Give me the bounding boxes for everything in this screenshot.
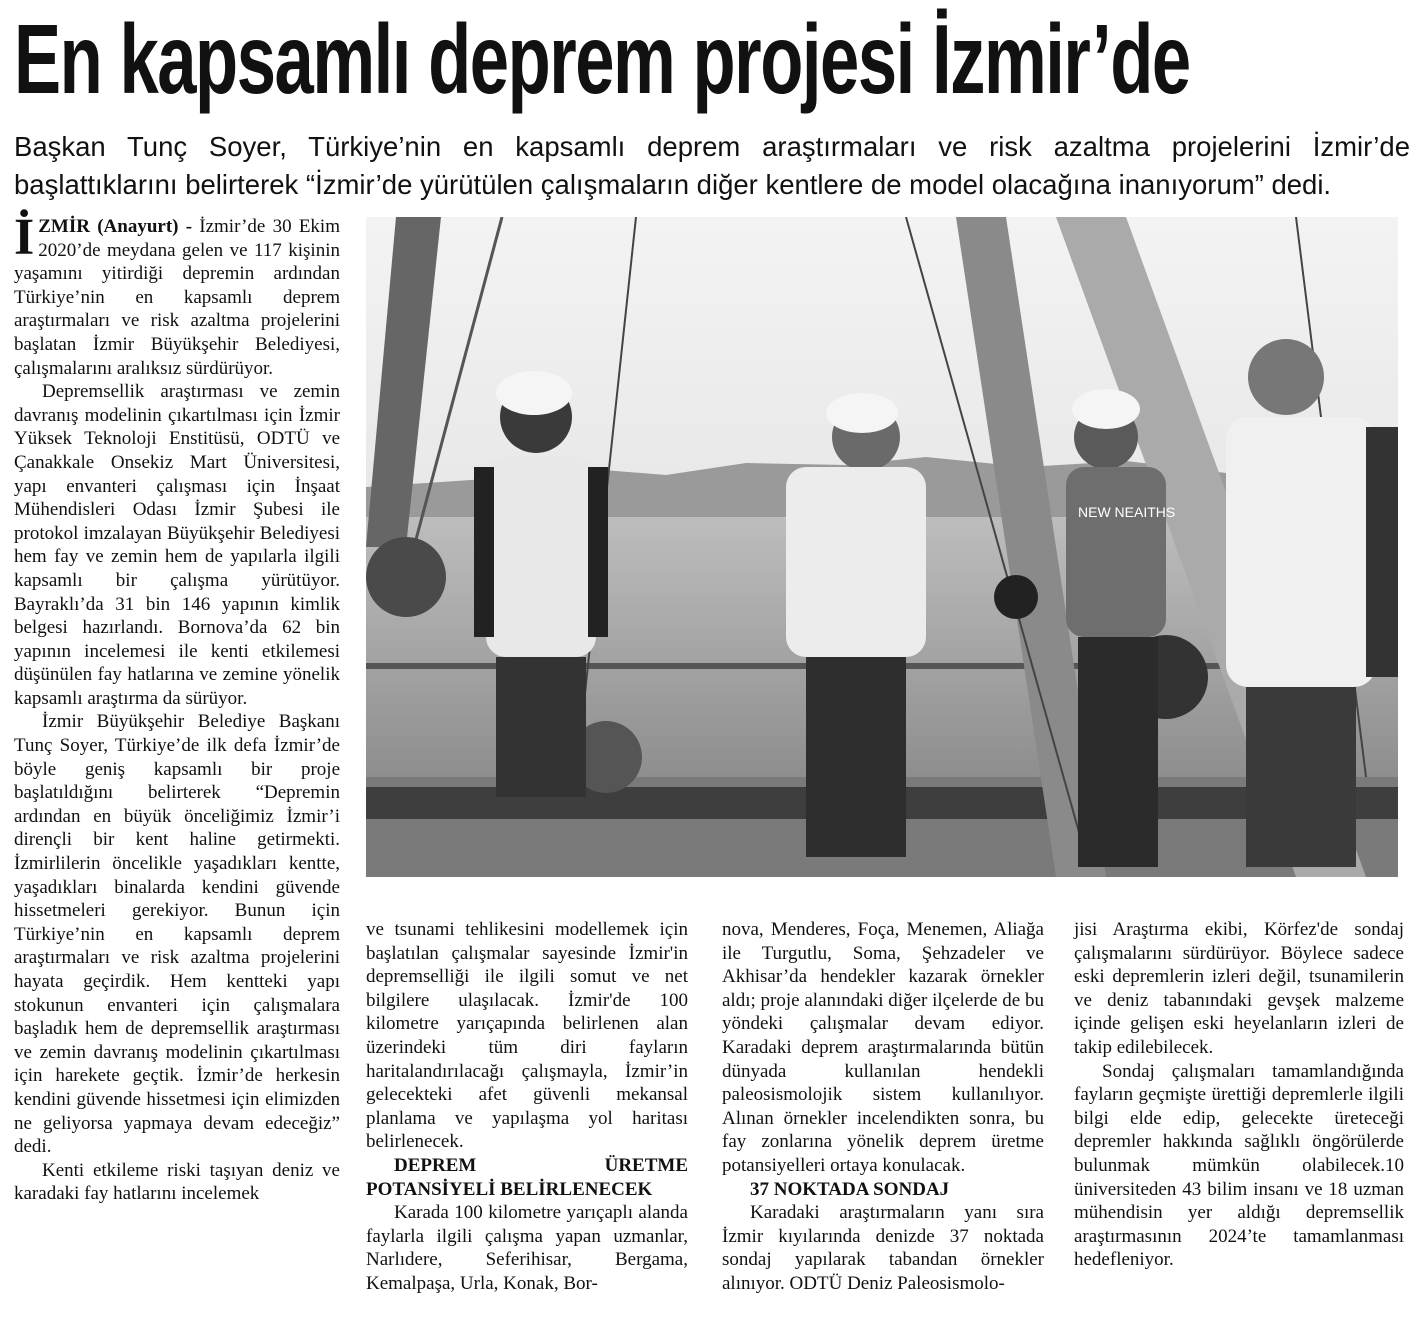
column-2 [366, 918, 688, 1296]
column-4 [1074, 918, 1404, 1272]
headline: En kapsamlı deprem projesi İzmir’de [14, 4, 1190, 114]
paragraph: jisi Araştırma ekibi, Körfez'de sondaj çalışmalarını sürdürüyor. Böylece sadece eski depremlerin izleri değil, tsunamilerin ve deniz tabanındaki gevşek malzeme içinde gelişen eski heyelanların izleri de takip edilebilecek. [1074, 919, 1404, 1058]
paragraph: Karadaki araştırmaların yanı sıra İzmir kıyılarında denizde 37 noktada sondaj yapılarak tabandan örnekler alınıyor. ODTÜ Deniz Paleosismolo- [722, 1202, 1044, 1294]
news-photo [366, 217, 1398, 877]
paragraph: İzmir Büyükşehir Belediye Başkanı Tunç Soyer, Türkiye’de ilk defa İzmir’de böyle geniş kapsamlı bir proje başlatıldığını belirterek “Depremin ardından en büyük önceliğimiz İzmir’i dirençli bir kent haline getirmekti. İzmirlilerin öncelikle yaşadıkları kentte, yaşadıkları binalarda kendini güvende hissetmeleri gerekiyor. Bunun için Türkiye’nin en kapsamlı deprem araştırmaları ve risk azaltma projelerini hayata geçirdik. Hem kentteki yapı stokunun envanteri için çalışmalara başladık hem de depremsellik araştırması ve zemin davranış modelinin çıkartılması için harekete geçtik. İzmir’de herkesin kendini güvende hissetmesi için elimizden ne geliyorsa yapmaya devam edeceğiz” dedi. [14, 711, 340, 1158]
lead-paragraph [14, 209, 340, 380]
paragraph: Depremsellik araştırması ve zemin davranış modelinin çıkartılması için İzmir Yüksek Teknoloji Enstitüsü, ODTÜ ve Çanakkale Onsekiz Mart Üniversitesi, yapı envanteri çalışması için İnşaat Mühendisleri Odası İzmir Şubesi ile protokol imzalayan Büyükşehir Belediyesi hem fay ve zemin hem de yapılarla ilgili kapsamlı bir çalışma yürütüyor. Bayraklı’da 31 bin 146 yapının kimlik belgesi hazırlandı. Bornova’da 62 bin yapının incelemesi ile kenti etkilemesi düşünülen fay hatlarına ve zemine yönelik kapsamlı araştırma da sürüyor. [14, 381, 340, 709]
paragraph: Karada 100 kilometre yarıçaplı alanda faylarla ilgili çalışma yapan uzmanlar, Narlıdere, Seferihisar, Bergama, Kemalpaşa, Urla, Konak, Bor- [366, 1202, 688, 1294]
deck: Başkan Tunç Soyer, Türkiye’nin en kapsamlı deprem araştırmaları ve risk azaltma projelerini İzmir’de başlattıklarını belirterek “İzmir’de yürütülen çalışmaların diğer kentlere de model olacağına inanıyorum” dedi. [14, 131, 1410, 200]
pulley [994, 575, 1038, 619]
paragraph: Kenti etkileme riski taşıyan deniz ve karadaki fay hatlarını incelemek [14, 1159, 340, 1205]
column-3 [722, 918, 1044, 1296]
paragraph: Sondaj çalışmaları tamamlandığında fayların geçmişte ürettiği depremlerle ilgili bilgi elde edip, gelecekte üreteceği depremler hakkında sağlıklı öngörülerde bulunmak mümkün olabilecek.10 üniversiteden 43 bilim insanı ve 18 uzman mühendisin yer aldığı depremsellik araştırmasının 2024’te tamamlanması hedefleniyor. [1074, 1060, 1404, 1271]
dateline: ZMİR (Anayurt) - [38, 216, 193, 237]
paragraph: nova, Menderes, Foça, Menemen, Aliağa ile Turgutlu, Soma, Şehzadeler ve Akhisar’da hendekler kazarak örnekler aldı; proje alanındaki diğer ilçelerde de bu yöndeki çalışmalar devam ediyor. Karadaki deprem araştırmalarında bütün dünyada kullanılan hendekli paleosismolojik sistem kullanılıyor. Alınan örnekler incelendikten sonra, bu fay zonlarına yönelik deprem üretme potansiyelleri ortaya konulacak. [722, 919, 1044, 1176]
tshirt-text: NEW NEAITHS [1078, 504, 1176, 520]
winch [366, 537, 446, 617]
subheading: 37 NOKTADA SONDAJ [750, 1178, 950, 1200]
column-1 [14, 209, 340, 1206]
dropcap: İ [14, 209, 35, 266]
lead-text: İzmir’de 30 Ekim 2020’de meydana gelen ve 117 kişinin yaşamını yitirdiği depremin ardından Türkiye’nin en kapsamlı deprem araştırmaları ve risk azaltma projelerini başlatan İzmir Büyükşehir Belediyesi, çalışmalarını aralıksız sürdürüyor. [14, 216, 340, 379]
subheading: DEPREM ÜRETME POTANSİYELİ BELİRLENECEK [366, 1154, 688, 1200]
paragraph: ve tsunami tehlikesini modellemek için başlatılan çalışmalar sayesinde İzmir'in depremselliği ile ilgili somut ve net bilgilere ulaşılacak. İzmir'de 100 kilometre yarıçapında belirlenen alan üzerindeki tüm diri fayların haritalandırılacağı çalışmayla, İzmir’in gelecekteki afet güvenli mekansal planlama ve yapılaşma yol haritası belirlenecek. [366, 919, 688, 1153]
